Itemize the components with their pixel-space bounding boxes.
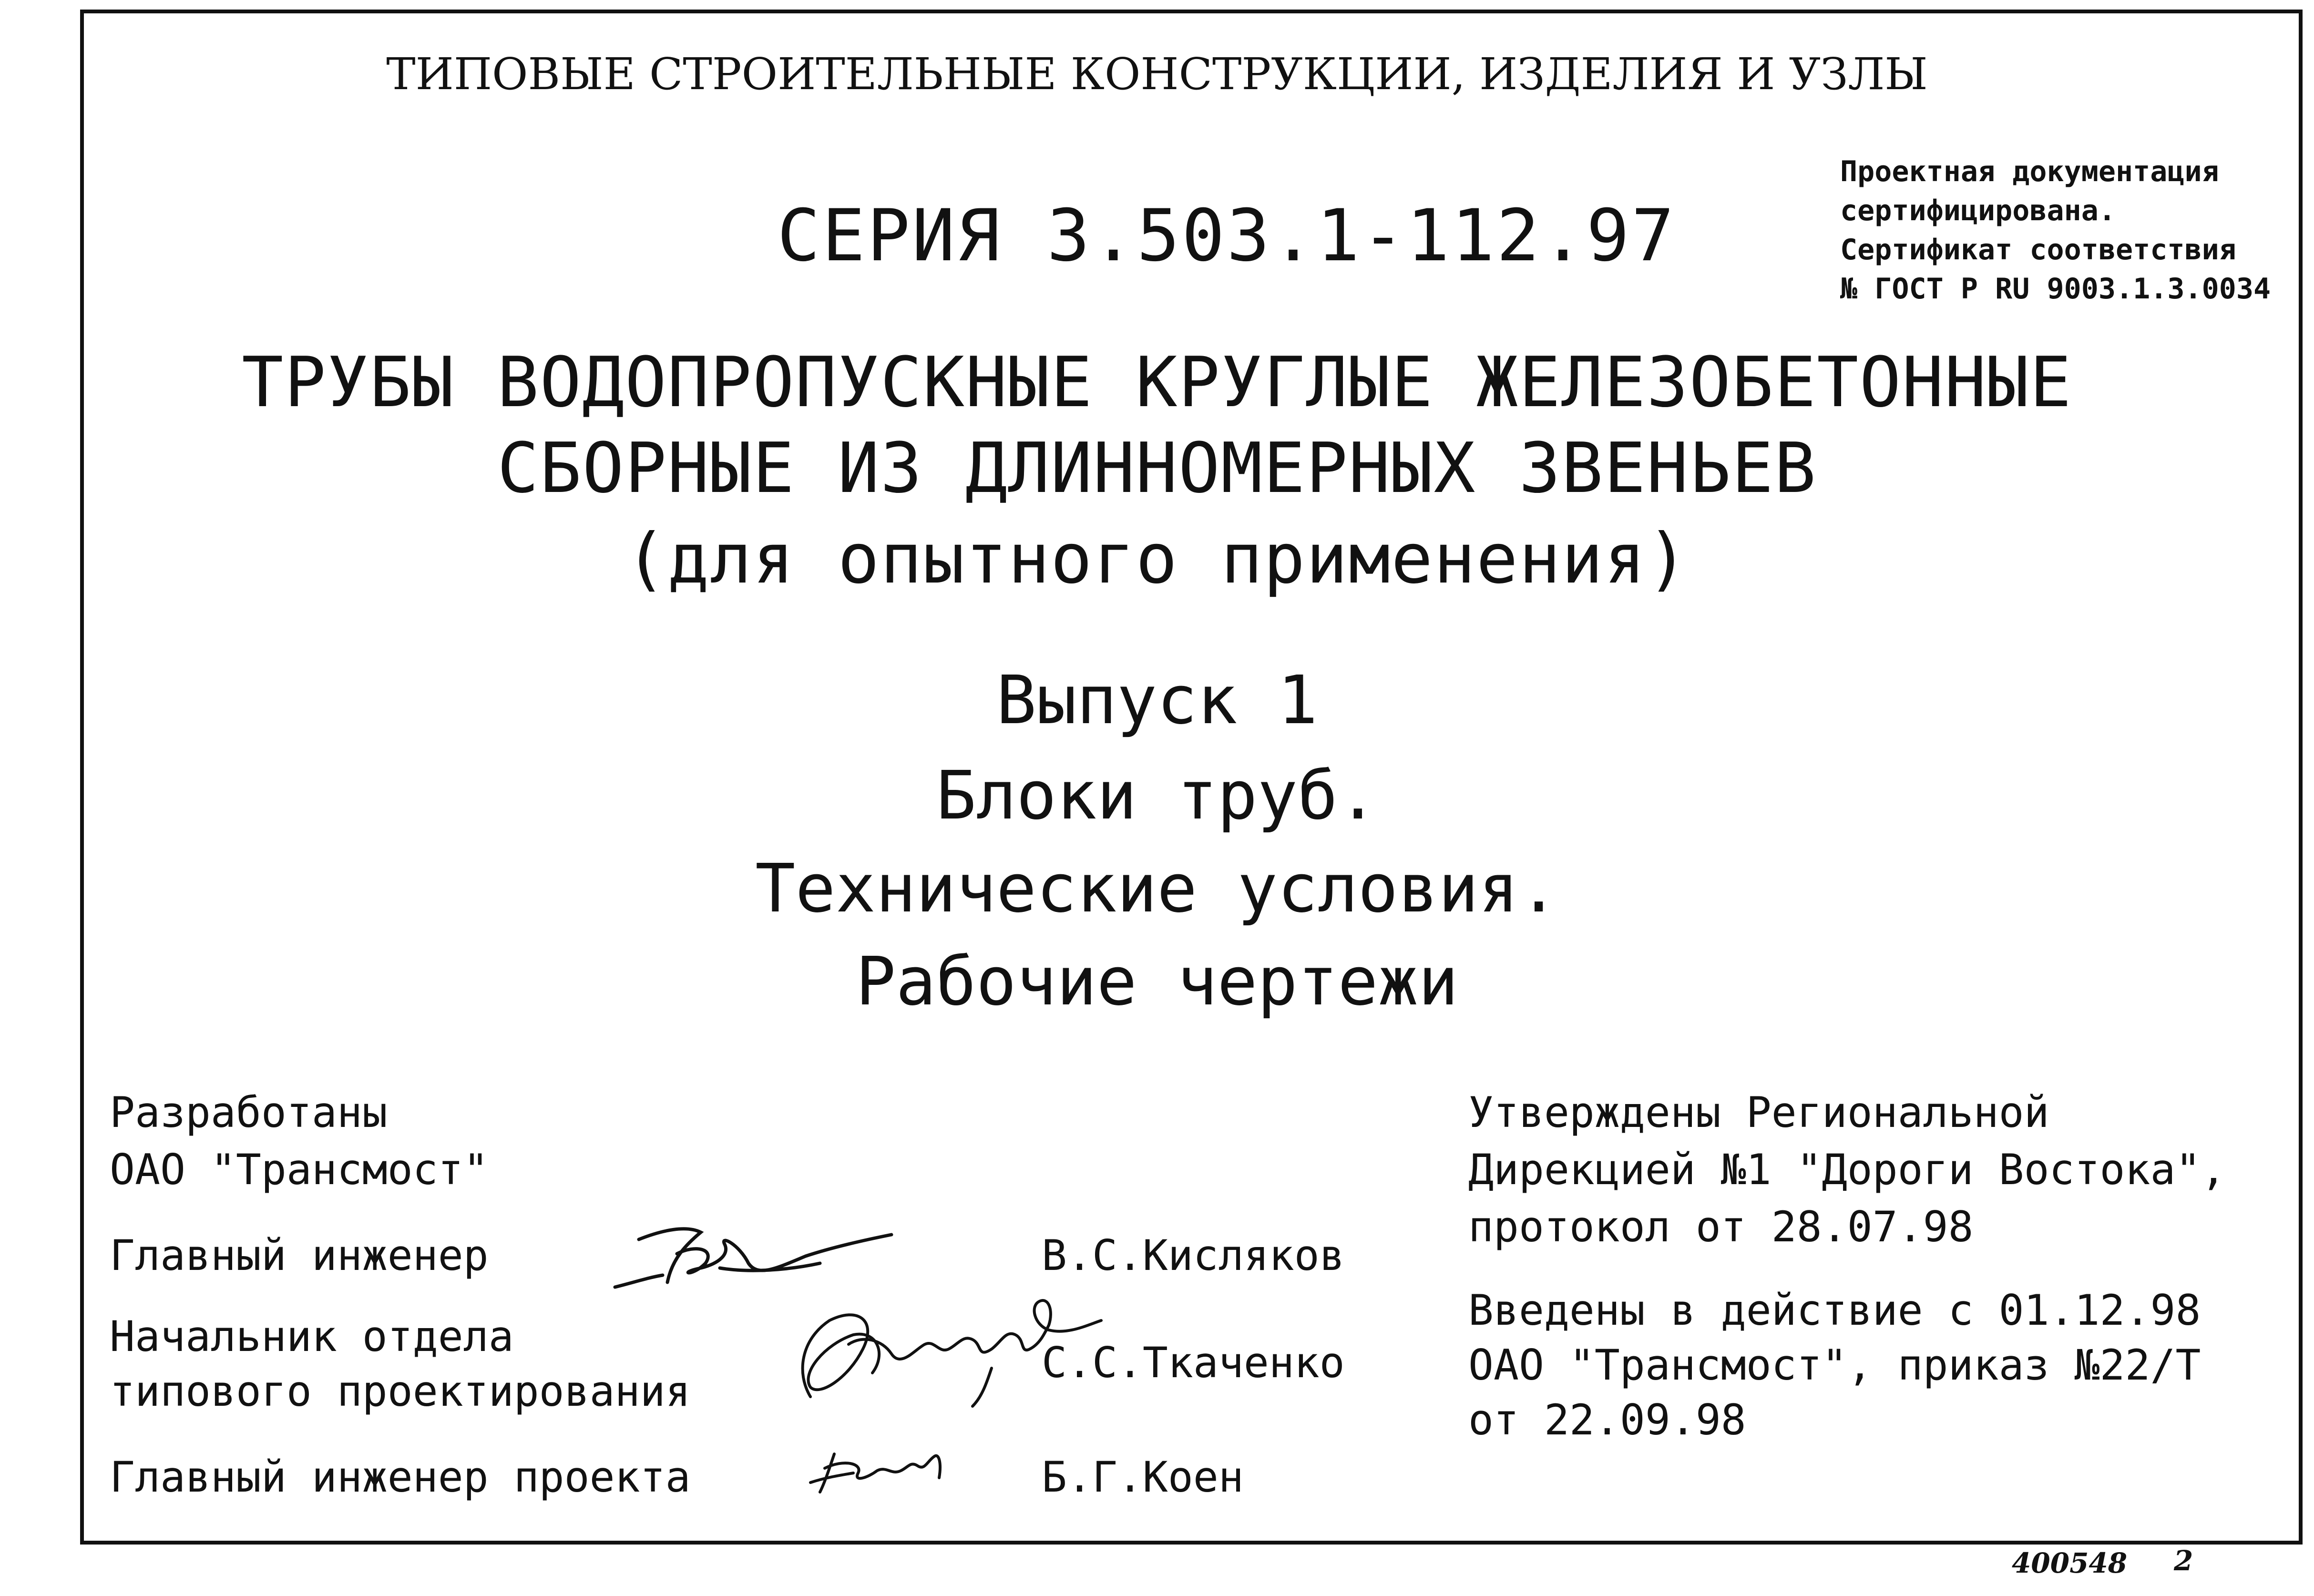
chief-engineer-name: В.С.Кисляков	[1042, 1231, 1345, 1280]
developer-org: ОАО "Трансмост"	[110, 1145, 489, 1194]
series-number: СЕРИЯ 3.503.1-112.97	[777, 194, 1677, 277]
certification-line-3: Сертификат соответствия	[1840, 233, 2236, 266]
issue-line-3: Рабочие чертежи	[855, 943, 1459, 1021]
certification-line-1: Проектная документация	[1840, 155, 2219, 188]
title-line-2: СБОРНЫЕ ИЗ ДЛИННОМЕРНЫХ ЗВЕНЬЕВ	[497, 428, 1817, 509]
chief-engineer-role: Главный инженер	[110, 1231, 489, 1280]
page-number: 2	[2174, 1545, 2193, 1577]
category-header: ТИПОВЫЕ СТРОИТЕЛЬНЫЕ КОНСТРУКЦИИ, ИЗДЕЛИЯ И УЗЛЫ	[386, 49, 1928, 100]
signature-dept-head	[782, 1278, 1106, 1430]
enacted-line-3: от 22.09.98	[1468, 1395, 1746, 1444]
inventory-number: 400548	[2012, 1547, 2128, 1579]
dept-head-role-line-1: Начальник отдела	[110, 1312, 514, 1361]
issue-line-2: Технические условия.	[755, 850, 1559, 928]
title-line-1: ТРУБЫ ВОДОПРОПУСКНЫЕ КРУГЛЫЕ ЖЕЛЕЗОБЕТОННЫЕ	[242, 342, 2072, 423]
dept-head-role-line-2: типового проектирования	[110, 1367, 691, 1416]
enacted-line-2: ОАО "Трансмост", приказ №22/Т	[1468, 1340, 2201, 1390]
title-line-3: (для опытного применения)	[625, 519, 1689, 599]
dept-head-name: С.С.Ткаченко	[1042, 1338, 1345, 1387]
project-engineer-name: Б.Г.Коен	[1042, 1453, 1244, 1502]
enacted-line-1: Введены в действие с 01.12.98	[1468, 1286, 2201, 1335]
project-engineer-role: Главный инженер проекта	[110, 1453, 691, 1502]
issue-line-1: Блоки труб.	[936, 757, 1378, 835]
signature-project-engineer	[806, 1440, 949, 1502]
certification-line-4: № ГОСТ Р RU 9003.1.3.0034	[1840, 272, 2271, 306]
approved-line-1: Утверждены Региональной	[1468, 1088, 2049, 1137]
approved-line-3: протокол от 28.07.98	[1468, 1202, 1974, 1251]
issue-number: Выпуск 1	[996, 662, 1318, 739]
approved-line-2: Дирекцией №1 "Дороги Востока",	[1468, 1145, 2226, 1194]
developed-label: Разработаны	[110, 1088, 388, 1137]
certification-line-2: сертифицирована.	[1840, 194, 2116, 227]
